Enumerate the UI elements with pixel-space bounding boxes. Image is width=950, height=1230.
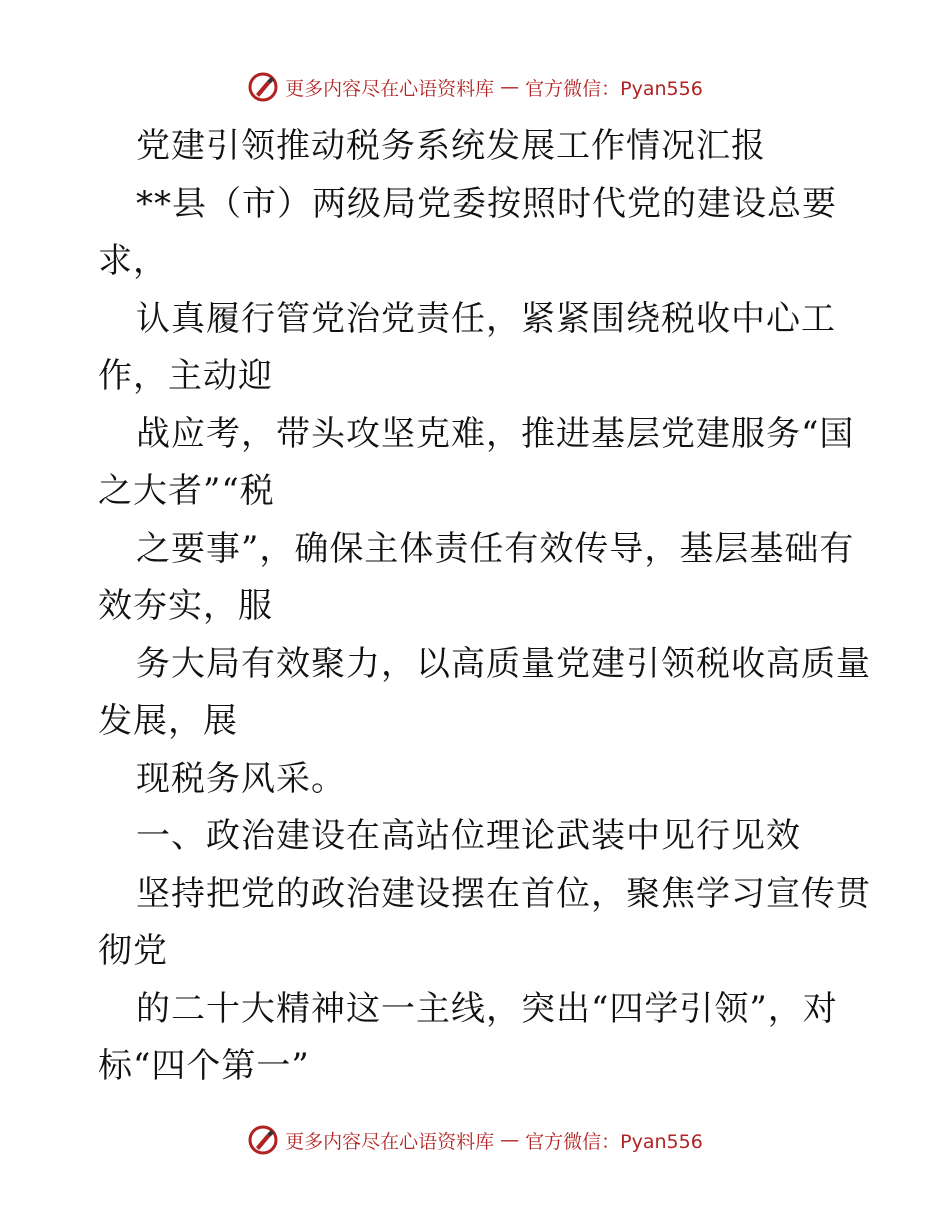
paragraph-line: 求， <box>98 241 168 281</box>
watermark-text: 更多内容尽在心语资料库 <box>285 1130 495 1153</box>
watermark-separator: — <box>500 1129 520 1151</box>
paragraph-line: 彻党 <box>98 931 168 971</box>
paragraph-line: 效夯实，服 <box>98 586 273 626</box>
watermark-separator: — <box>500 76 520 98</box>
document-title: 党建引领推动税务系统发展工作情况汇报 <box>136 126 766 166</box>
document-body <box>98 118 888 1096</box>
header-watermark <box>0 71 950 103</box>
paragraph-line: 发展，展 <box>98 701 238 741</box>
paragraph-line: 务大局有效聚力，以高质量党建引领税收高质量 <box>136 643 871 684</box>
paragraph-line: 的二十大精神这一主线，突出“四学引领”，对 <box>136 988 838 1029</box>
paragraph-line: **县（市）两级局党委按照时代党的建设总要 <box>136 183 837 224</box>
watermark-text: 更多内容尽在心语资料库 <box>285 77 495 100</box>
section-heading: 一、政治建设在高站位理论武装中见行见效 <box>136 816 801 856</box>
pen-logo-icon <box>247 1124 279 1156</box>
paragraph-line: 现税务风采。 <box>136 758 346 799</box>
paragraph-line: 坚持把党的政治建设摆在首位，聚焦学习宣传贯 <box>136 873 871 914</box>
watermark-contact: 官方微信：Pyan556 <box>525 1130 703 1153</box>
paragraph-line: 作，主动迎 <box>98 356 273 396</box>
footer-watermark <box>0 1124 950 1156</box>
paragraph-line: 战应考，带头攻坚克难，推进基层党建服务“国 <box>136 413 855 454</box>
paragraph-line: 标“四个第一” <box>98 1046 310 1086</box>
paragraph-line: 认真履行管党治党责任，紧紧围绕税收中心工 <box>136 298 836 339</box>
pen-logo-icon <box>247 71 279 103</box>
watermark-contact: 官方微信：Pyan556 <box>525 77 703 100</box>
paragraph-line: 之要事”，确保主体责任有效传导，基层基础有 <box>136 528 855 569</box>
paragraph-line: 之大者”“税 <box>98 471 275 511</box>
